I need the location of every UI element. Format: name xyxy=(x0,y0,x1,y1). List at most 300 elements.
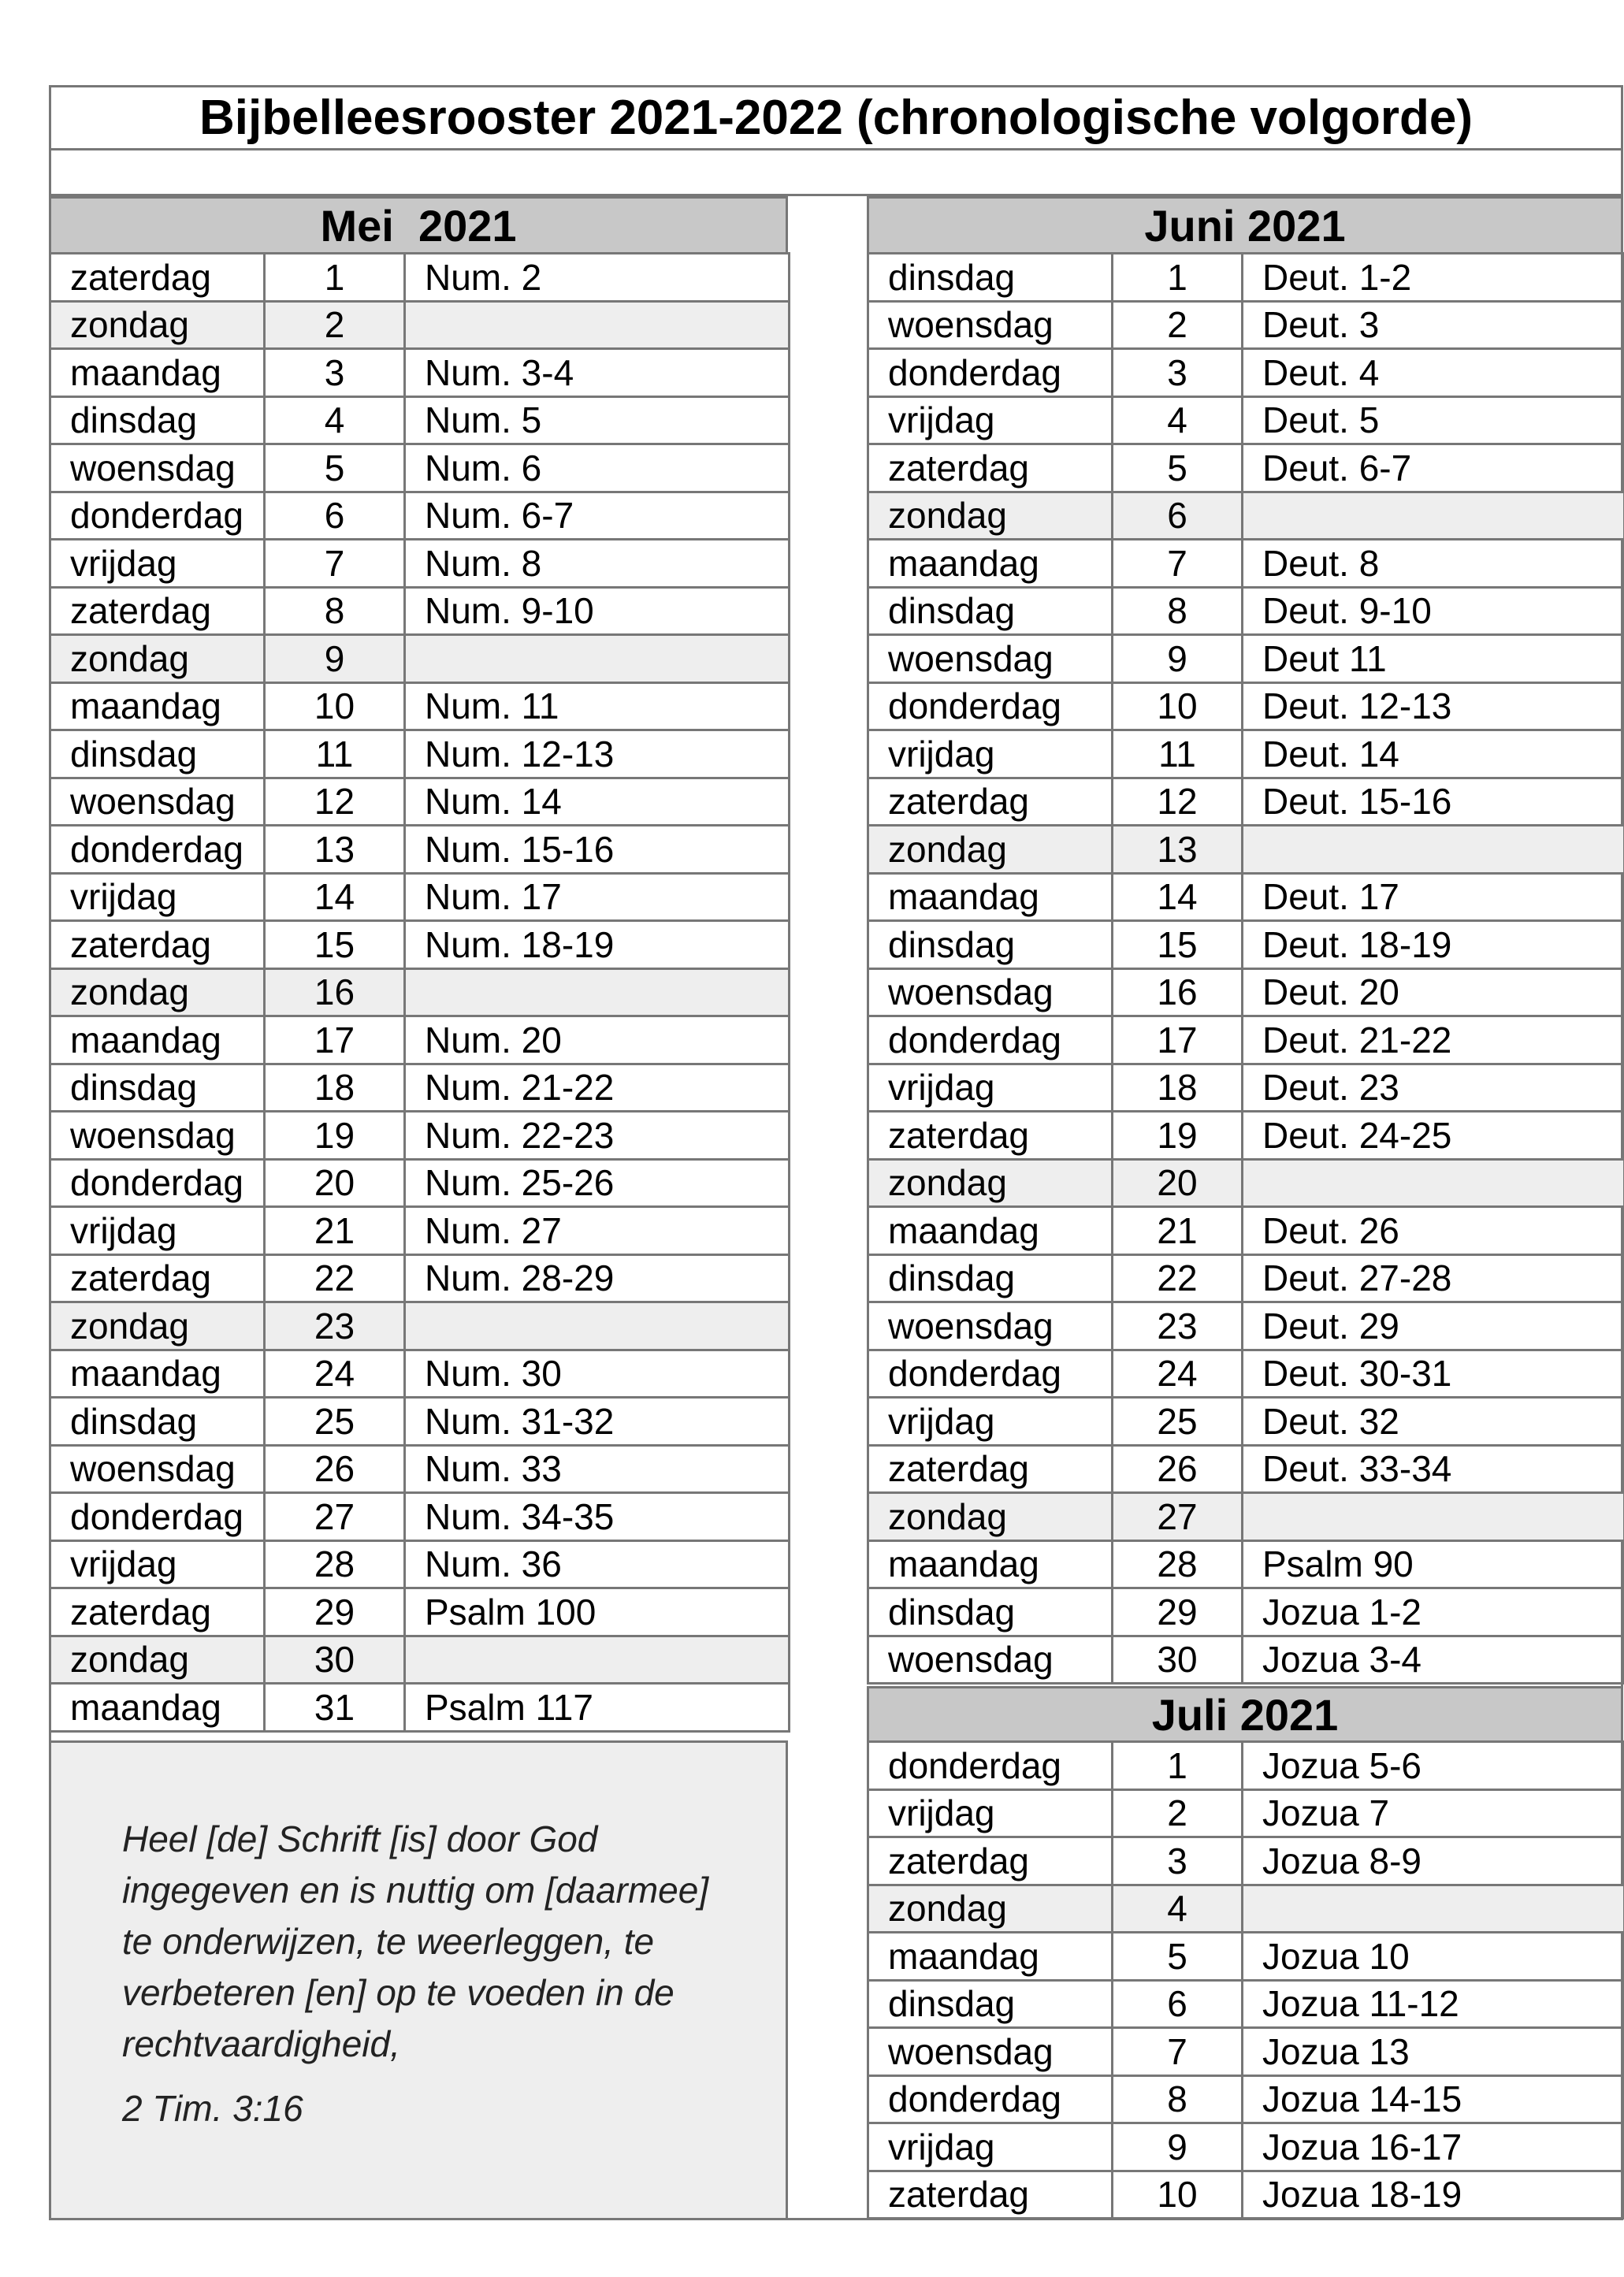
table-row xyxy=(50,1445,790,1493)
table-row xyxy=(868,1742,1624,1790)
day-cell: donderdag xyxy=(50,826,265,874)
reading-cell: Deut. 24-25 xyxy=(1243,1112,1624,1160)
reading-cell: Deut. 20 xyxy=(1243,968,1624,1016)
day-cell: zondag xyxy=(868,1159,1113,1207)
reading-cell: Psalm 90 xyxy=(1243,1540,1624,1588)
reading-cell: Num. 27 xyxy=(405,1207,790,1255)
date-cell: 7 xyxy=(265,540,405,588)
date-cell: 1 xyxy=(1113,254,1243,302)
day-cell: zaterdag xyxy=(868,2171,1113,2219)
day-cell: zaterdag xyxy=(868,1445,1113,1493)
date-cell: 12 xyxy=(1113,778,1243,826)
day-cell: dinsdag xyxy=(50,1064,265,1112)
table-row xyxy=(868,254,1624,302)
reading-cell: Deut. 18-19 xyxy=(1243,921,1624,969)
day-cell: woensdag xyxy=(868,2028,1113,2076)
day-cell: maandag xyxy=(868,873,1113,921)
date-cell: 29 xyxy=(1113,1588,1243,1636)
reading-cell: Deut. 26 xyxy=(1243,1207,1624,1255)
table-row xyxy=(868,682,1624,730)
table-row xyxy=(868,1159,1624,1207)
table-row xyxy=(50,730,790,778)
day-cell: donderdag xyxy=(868,682,1113,730)
date-cell: 1 xyxy=(265,254,405,302)
day-cell: zaterdag xyxy=(50,1254,265,1302)
date-cell: 15 xyxy=(1113,921,1243,969)
date-cell: 10 xyxy=(1113,682,1243,730)
table-row xyxy=(50,921,790,969)
date-cell: 10 xyxy=(1113,2171,1243,2219)
date-cell: 7 xyxy=(1113,2028,1243,2076)
reading-cell: Deut 11 xyxy=(1243,635,1624,683)
day-cell: dinsdag xyxy=(50,396,265,444)
table-row xyxy=(868,730,1624,778)
reading-cell: Num. 31-32 xyxy=(405,1398,790,1446)
date-cell: 10 xyxy=(265,682,405,730)
page-title: Bijbelleesrooster 2021-2022 (chronologische volgorde) xyxy=(49,85,1623,150)
reading-cell: Num. 20 xyxy=(405,1016,790,1064)
table-row xyxy=(868,826,1624,874)
month-table-mei xyxy=(49,252,790,1733)
reading-cell xyxy=(1243,492,1624,540)
table-row xyxy=(868,873,1624,921)
reading-cell xyxy=(1243,1885,1624,1933)
date-cell: 1 xyxy=(1113,1742,1243,1790)
reading-cell: Num. 6-7 xyxy=(405,492,790,540)
day-cell: zaterdag xyxy=(50,921,265,969)
table-row xyxy=(50,968,790,1016)
reading-cell: Num. 30 xyxy=(405,1350,790,1398)
day-cell: vrijdag xyxy=(868,2123,1113,2171)
date-cell: 8 xyxy=(1113,587,1243,635)
table-row xyxy=(50,1493,790,1541)
date-cell: 20 xyxy=(265,1159,405,1207)
table-row xyxy=(868,2028,1624,2076)
reading-cell: Jozua 3-4 xyxy=(1243,1636,1624,1684)
day-cell: dinsdag xyxy=(868,1980,1113,2028)
day-cell: maandag xyxy=(868,1540,1113,1588)
table-row xyxy=(50,587,790,635)
day-cell: maandag xyxy=(50,1684,265,1732)
day-cell: dinsdag xyxy=(50,1398,265,1446)
reading-cell: Num. 3-4 xyxy=(405,349,790,397)
date-cell: 6 xyxy=(1113,1980,1243,2028)
reading-cell: Num. 5 xyxy=(405,396,790,444)
date-cell: 2 xyxy=(1113,301,1243,349)
day-cell: donderdag xyxy=(50,492,265,540)
reading-cell: Jozua 8-9 xyxy=(1243,1837,1624,1885)
day-cell: zaterdag xyxy=(868,778,1113,826)
reading-cell: Num. 9-10 xyxy=(405,587,790,635)
table-row xyxy=(50,254,790,302)
date-cell: 26 xyxy=(265,1445,405,1493)
date-cell: 13 xyxy=(1113,826,1243,874)
table-row xyxy=(868,1112,1624,1160)
table-row xyxy=(50,1207,790,1255)
reading-cell: Deut. 30-31 xyxy=(1243,1350,1624,1398)
reading-cell xyxy=(405,301,790,349)
reading-cell: Deut. 8 xyxy=(1243,540,1624,588)
table-row xyxy=(50,1016,790,1064)
date-cell: 25 xyxy=(265,1398,405,1446)
reading-cell: Num. 17 xyxy=(405,873,790,921)
day-cell: dinsdag xyxy=(868,1588,1113,1636)
table-row xyxy=(50,540,790,588)
table-row xyxy=(868,1398,1624,1446)
quote-line: te onderwijzen, te weerleggen, te xyxy=(122,1921,655,1962)
reading-cell: Deut. 32 xyxy=(1243,1398,1624,1446)
date-cell: 8 xyxy=(265,587,405,635)
date-cell: 23 xyxy=(265,1302,405,1350)
date-cell: 17 xyxy=(1113,1016,1243,1064)
date-cell: 6 xyxy=(265,492,405,540)
table-row xyxy=(868,349,1624,397)
day-cell: vrijdag xyxy=(50,1207,265,1255)
day-cell: donderdag xyxy=(868,1350,1113,1398)
reading-cell: Deut. 5 xyxy=(1243,396,1624,444)
date-cell: 19 xyxy=(265,1112,405,1160)
reading-cell: Deut. 17 xyxy=(1243,873,1624,921)
reading-cell: Num. 36 xyxy=(405,1540,790,1588)
table-row xyxy=(868,1445,1624,1493)
day-cell: zaterdag xyxy=(50,254,265,302)
date-cell: 9 xyxy=(1113,2123,1243,2171)
day-cell: donderdag xyxy=(868,2075,1113,2123)
date-cell: 30 xyxy=(1113,1636,1243,1684)
table-row xyxy=(50,1350,790,1398)
reading-cell xyxy=(1243,1493,1624,1541)
table-row xyxy=(868,1254,1624,1302)
day-cell: woensdag xyxy=(868,1636,1113,1684)
date-cell: 4 xyxy=(265,396,405,444)
reading-cell: Jozua 1-2 xyxy=(1243,1588,1624,1636)
reading-cell: Deut. 23 xyxy=(1243,1064,1624,1112)
table-row xyxy=(868,2171,1624,2219)
date-cell: 27 xyxy=(1113,1493,1243,1541)
reading-cell: Jozua 10 xyxy=(1243,1933,1624,1981)
table-row xyxy=(50,1636,790,1684)
day-cell: woensdag xyxy=(50,1445,265,1493)
day-cell: woensdag xyxy=(868,635,1113,683)
date-cell: 5 xyxy=(1113,1933,1243,1981)
date-cell: 6 xyxy=(1113,492,1243,540)
date-cell: 16 xyxy=(265,968,405,1016)
reading-cell xyxy=(405,1302,790,1350)
date-cell: 3 xyxy=(265,349,405,397)
date-cell: 23 xyxy=(1113,1302,1243,1350)
reading-cell: Num. 21-22 xyxy=(405,1064,790,1112)
reading-cell: Jozua 18-19 xyxy=(1243,2171,1624,2219)
date-cell: 4 xyxy=(1113,396,1243,444)
table-row xyxy=(868,1636,1624,1684)
date-cell: 24 xyxy=(265,1350,405,1398)
date-cell: 22 xyxy=(265,1254,405,1302)
title-spacer-row xyxy=(49,148,1623,196)
day-cell: zondag xyxy=(868,826,1113,874)
date-cell: 13 xyxy=(265,826,405,874)
table-row xyxy=(868,635,1624,683)
day-cell: woensdag xyxy=(50,778,265,826)
month-table-juli xyxy=(867,1740,1624,2219)
month-header-juni: Juni 2021 xyxy=(867,196,1623,254)
day-cell: maandag xyxy=(868,1207,1113,1255)
reading-cell: Jozua 5-6 xyxy=(1243,1742,1624,1790)
table-row xyxy=(50,635,790,683)
day-cell: maandag xyxy=(50,682,265,730)
table-row xyxy=(868,1493,1624,1541)
day-cell: zondag xyxy=(868,1885,1113,1933)
date-cell: 17 xyxy=(265,1016,405,1064)
date-cell: 16 xyxy=(1113,968,1243,1016)
reading-cell: Jozua 13 xyxy=(1243,2028,1624,2076)
reading-cell: Deut. 1-2 xyxy=(1243,254,1624,302)
day-cell: maandag xyxy=(50,1350,265,1398)
day-cell: dinsdag xyxy=(868,921,1113,969)
table-row xyxy=(50,444,790,492)
table-row xyxy=(50,492,790,540)
table-row xyxy=(868,1016,1624,1064)
quote-line: verbeteren [en] op te voeden in de xyxy=(122,1972,674,2013)
reading-cell: Num. 8 xyxy=(405,540,790,588)
day-cell: zondag xyxy=(868,1493,1113,1541)
day-cell: zaterdag xyxy=(868,1112,1113,1160)
table-row xyxy=(50,1064,790,1112)
date-cell: 18 xyxy=(265,1064,405,1112)
reading-cell xyxy=(1243,826,1624,874)
date-cell: 31 xyxy=(265,1684,405,1732)
day-cell: maandag xyxy=(50,349,265,397)
table-row xyxy=(868,921,1624,969)
day-cell: zaterdag xyxy=(868,444,1113,492)
day-cell: dinsdag xyxy=(868,1254,1113,1302)
date-cell: 28 xyxy=(1113,1540,1243,1588)
date-cell: 15 xyxy=(265,921,405,969)
reading-cell: Psalm 117 xyxy=(405,1684,790,1732)
day-cell: donderdag xyxy=(868,349,1113,397)
day-cell: donderdag xyxy=(50,1493,265,1541)
day-cell: vrijdag xyxy=(868,1064,1113,1112)
day-cell: maandag xyxy=(50,1016,265,1064)
table-row xyxy=(50,1398,790,1446)
table-row xyxy=(868,1980,1624,2028)
table-row xyxy=(868,540,1624,588)
table-row xyxy=(50,1302,790,1350)
table-row xyxy=(868,778,1624,826)
table-row xyxy=(50,1112,790,1160)
day-cell: zaterdag xyxy=(868,1837,1113,1885)
table-row xyxy=(868,968,1624,1016)
date-cell: 11 xyxy=(265,730,405,778)
date-cell: 5 xyxy=(1113,444,1243,492)
table-row xyxy=(50,349,790,397)
day-cell: vrijdag xyxy=(50,540,265,588)
reading-cell: Num. 11 xyxy=(405,682,790,730)
reading-cell: Deut. 21-22 xyxy=(1243,1016,1624,1064)
date-cell: 7 xyxy=(1113,540,1243,588)
day-cell: maandag xyxy=(868,540,1113,588)
date-cell: 2 xyxy=(265,301,405,349)
day-cell: donderdag xyxy=(868,1742,1113,1790)
quote-line: ingegeven en is nuttig om [daarmee] xyxy=(122,1870,709,1911)
date-cell: 29 xyxy=(265,1588,405,1636)
reading-cell: Deut. 29 xyxy=(1243,1302,1624,1350)
day-cell: dinsdag xyxy=(868,587,1113,635)
reading-cell xyxy=(405,635,790,683)
day-cell: vrijdag xyxy=(868,1398,1113,1446)
date-cell: 19 xyxy=(1113,1112,1243,1160)
date-cell: 30 xyxy=(265,1636,405,1684)
date-cell: 5 xyxy=(265,444,405,492)
reading-cell: Num. 18-19 xyxy=(405,921,790,969)
date-cell: 21 xyxy=(265,1207,405,1255)
reading-cell xyxy=(405,968,790,1016)
reading-cell: Num. 14 xyxy=(405,778,790,826)
reading-cell: Num. 34-35 xyxy=(405,1493,790,1541)
day-cell: vrijdag xyxy=(868,1789,1113,1837)
quote-box xyxy=(49,1740,788,2220)
reading-cell: Deut. 27-28 xyxy=(1243,1254,1624,1302)
reading-cell: Num. 25-26 xyxy=(405,1159,790,1207)
date-cell: 8 xyxy=(1113,2075,1243,2123)
day-cell: woensdag xyxy=(868,301,1113,349)
date-cell: 22 xyxy=(1113,1254,1243,1302)
table-row xyxy=(50,682,790,730)
reading-cell: Deut. 14 xyxy=(1243,730,1624,778)
day-cell: dinsdag xyxy=(50,730,265,778)
table-row xyxy=(868,396,1624,444)
day-cell: vrijdag xyxy=(50,873,265,921)
table-row xyxy=(868,1588,1624,1636)
date-cell: 21 xyxy=(1113,1207,1243,1255)
table-row xyxy=(868,1207,1624,1255)
reading-cell: Num. 2 xyxy=(405,254,790,302)
day-cell: vrijdag xyxy=(868,396,1113,444)
table-row xyxy=(868,1350,1624,1398)
reading-cell: Deut. 6-7 xyxy=(1243,444,1624,492)
month-header-mei: Mei 2021 xyxy=(49,196,788,254)
reading-cell: Num. 33 xyxy=(405,1445,790,1493)
date-cell: 4 xyxy=(1113,1885,1243,1933)
day-cell: zondag xyxy=(50,968,265,1016)
day-cell: zondag xyxy=(50,1636,265,1684)
table-row xyxy=(868,2075,1624,2123)
date-cell: 11 xyxy=(1113,730,1243,778)
reading-cell: Deut. 33-34 xyxy=(1243,1445,1624,1493)
table-row xyxy=(50,1684,790,1732)
date-cell: 14 xyxy=(1113,873,1243,921)
table-row xyxy=(50,301,790,349)
date-cell: 28 xyxy=(265,1540,405,1588)
day-cell: zaterdag xyxy=(50,1588,265,1636)
day-cell: donderdag xyxy=(868,1016,1113,1064)
table-row xyxy=(50,826,790,874)
date-cell: 24 xyxy=(1113,1350,1243,1398)
reading-cell: Jozua 16-17 xyxy=(1243,2123,1624,2171)
reading-cell: Num. 15-16 xyxy=(405,826,790,874)
table-row xyxy=(868,1933,1624,1981)
table-row xyxy=(50,1588,790,1636)
date-cell: 2 xyxy=(1113,1789,1243,1837)
table-row xyxy=(868,301,1624,349)
reading-cell: Jozua 7 xyxy=(1243,1789,1624,1837)
day-cell: zaterdag xyxy=(50,587,265,635)
day-cell: woensdag xyxy=(50,444,265,492)
reading-cell: Deut. 9-10 xyxy=(1243,587,1624,635)
date-cell: 20 xyxy=(1113,1159,1243,1207)
quote-text xyxy=(122,1814,753,2070)
table-row xyxy=(868,1789,1624,1837)
quote-line: rechtvaardigheid, xyxy=(122,2023,400,2064)
table-row xyxy=(868,1885,1624,1933)
day-cell: zondag xyxy=(50,301,265,349)
date-cell: 9 xyxy=(265,635,405,683)
table-row xyxy=(868,1540,1624,1588)
date-cell: 25 xyxy=(1113,1398,1243,1446)
quote-reference: 2 Tim. 3:16 xyxy=(122,2088,303,2129)
table-row xyxy=(50,873,790,921)
table-row xyxy=(50,778,790,826)
table-row xyxy=(868,1837,1624,1885)
table-row xyxy=(868,1302,1624,1350)
date-cell: 3 xyxy=(1113,1837,1243,1885)
reading-cell: Num. 6 xyxy=(405,444,790,492)
month-table-juni xyxy=(867,252,1624,1685)
table-row xyxy=(868,444,1624,492)
day-cell: dinsdag xyxy=(868,254,1113,302)
table-row xyxy=(868,2123,1624,2171)
date-cell: 18 xyxy=(1113,1064,1243,1112)
day-cell: zondag xyxy=(50,1302,265,1350)
reading-cell: Deut. 15-16 xyxy=(1243,778,1624,826)
table-row xyxy=(50,1159,790,1207)
table-row xyxy=(50,1254,790,1302)
day-cell: woensdag xyxy=(50,1112,265,1160)
reading-cell: Deut. 4 xyxy=(1243,349,1624,397)
day-cell: woensdag xyxy=(868,968,1113,1016)
day-cell: vrijdag xyxy=(50,1540,265,1588)
reading-cell: Deut. 12-13 xyxy=(1243,682,1624,730)
table-row xyxy=(50,1540,790,1588)
month-header-juli: Juli 2021 xyxy=(867,1686,1623,1743)
table-row xyxy=(868,1064,1624,1112)
reading-cell xyxy=(405,1636,790,1684)
day-cell: woensdag xyxy=(868,1302,1113,1350)
date-cell: 12 xyxy=(265,778,405,826)
date-cell: 9 xyxy=(1113,635,1243,683)
date-cell: 14 xyxy=(265,873,405,921)
date-cell: 27 xyxy=(265,1493,405,1541)
reading-cell: Psalm 100 xyxy=(405,1588,790,1636)
table-row xyxy=(868,492,1624,540)
reading-cell: Num. 12-13 xyxy=(405,730,790,778)
day-cell: maandag xyxy=(868,1933,1113,1981)
quote-line: Heel [de] Schrift [is] door God xyxy=(122,1818,598,1859)
day-cell: zondag xyxy=(50,635,265,683)
day-cell: vrijdag xyxy=(868,730,1113,778)
reading-cell: Jozua 14-15 xyxy=(1243,2075,1624,2123)
day-cell: donderdag xyxy=(50,1159,265,1207)
date-cell: 3 xyxy=(1113,349,1243,397)
reading-cell xyxy=(1243,1159,1624,1207)
reading-cell: Deut. 3 xyxy=(1243,301,1624,349)
day-cell: zondag xyxy=(868,492,1113,540)
date-cell: 26 xyxy=(1113,1445,1243,1493)
reading-cell: Jozua 11-12 xyxy=(1243,1980,1624,2028)
table-row xyxy=(50,396,790,444)
reading-cell: Num. 28-29 xyxy=(405,1254,790,1302)
table-row xyxy=(868,587,1624,635)
reading-cell: Num. 22-23 xyxy=(405,1112,790,1160)
